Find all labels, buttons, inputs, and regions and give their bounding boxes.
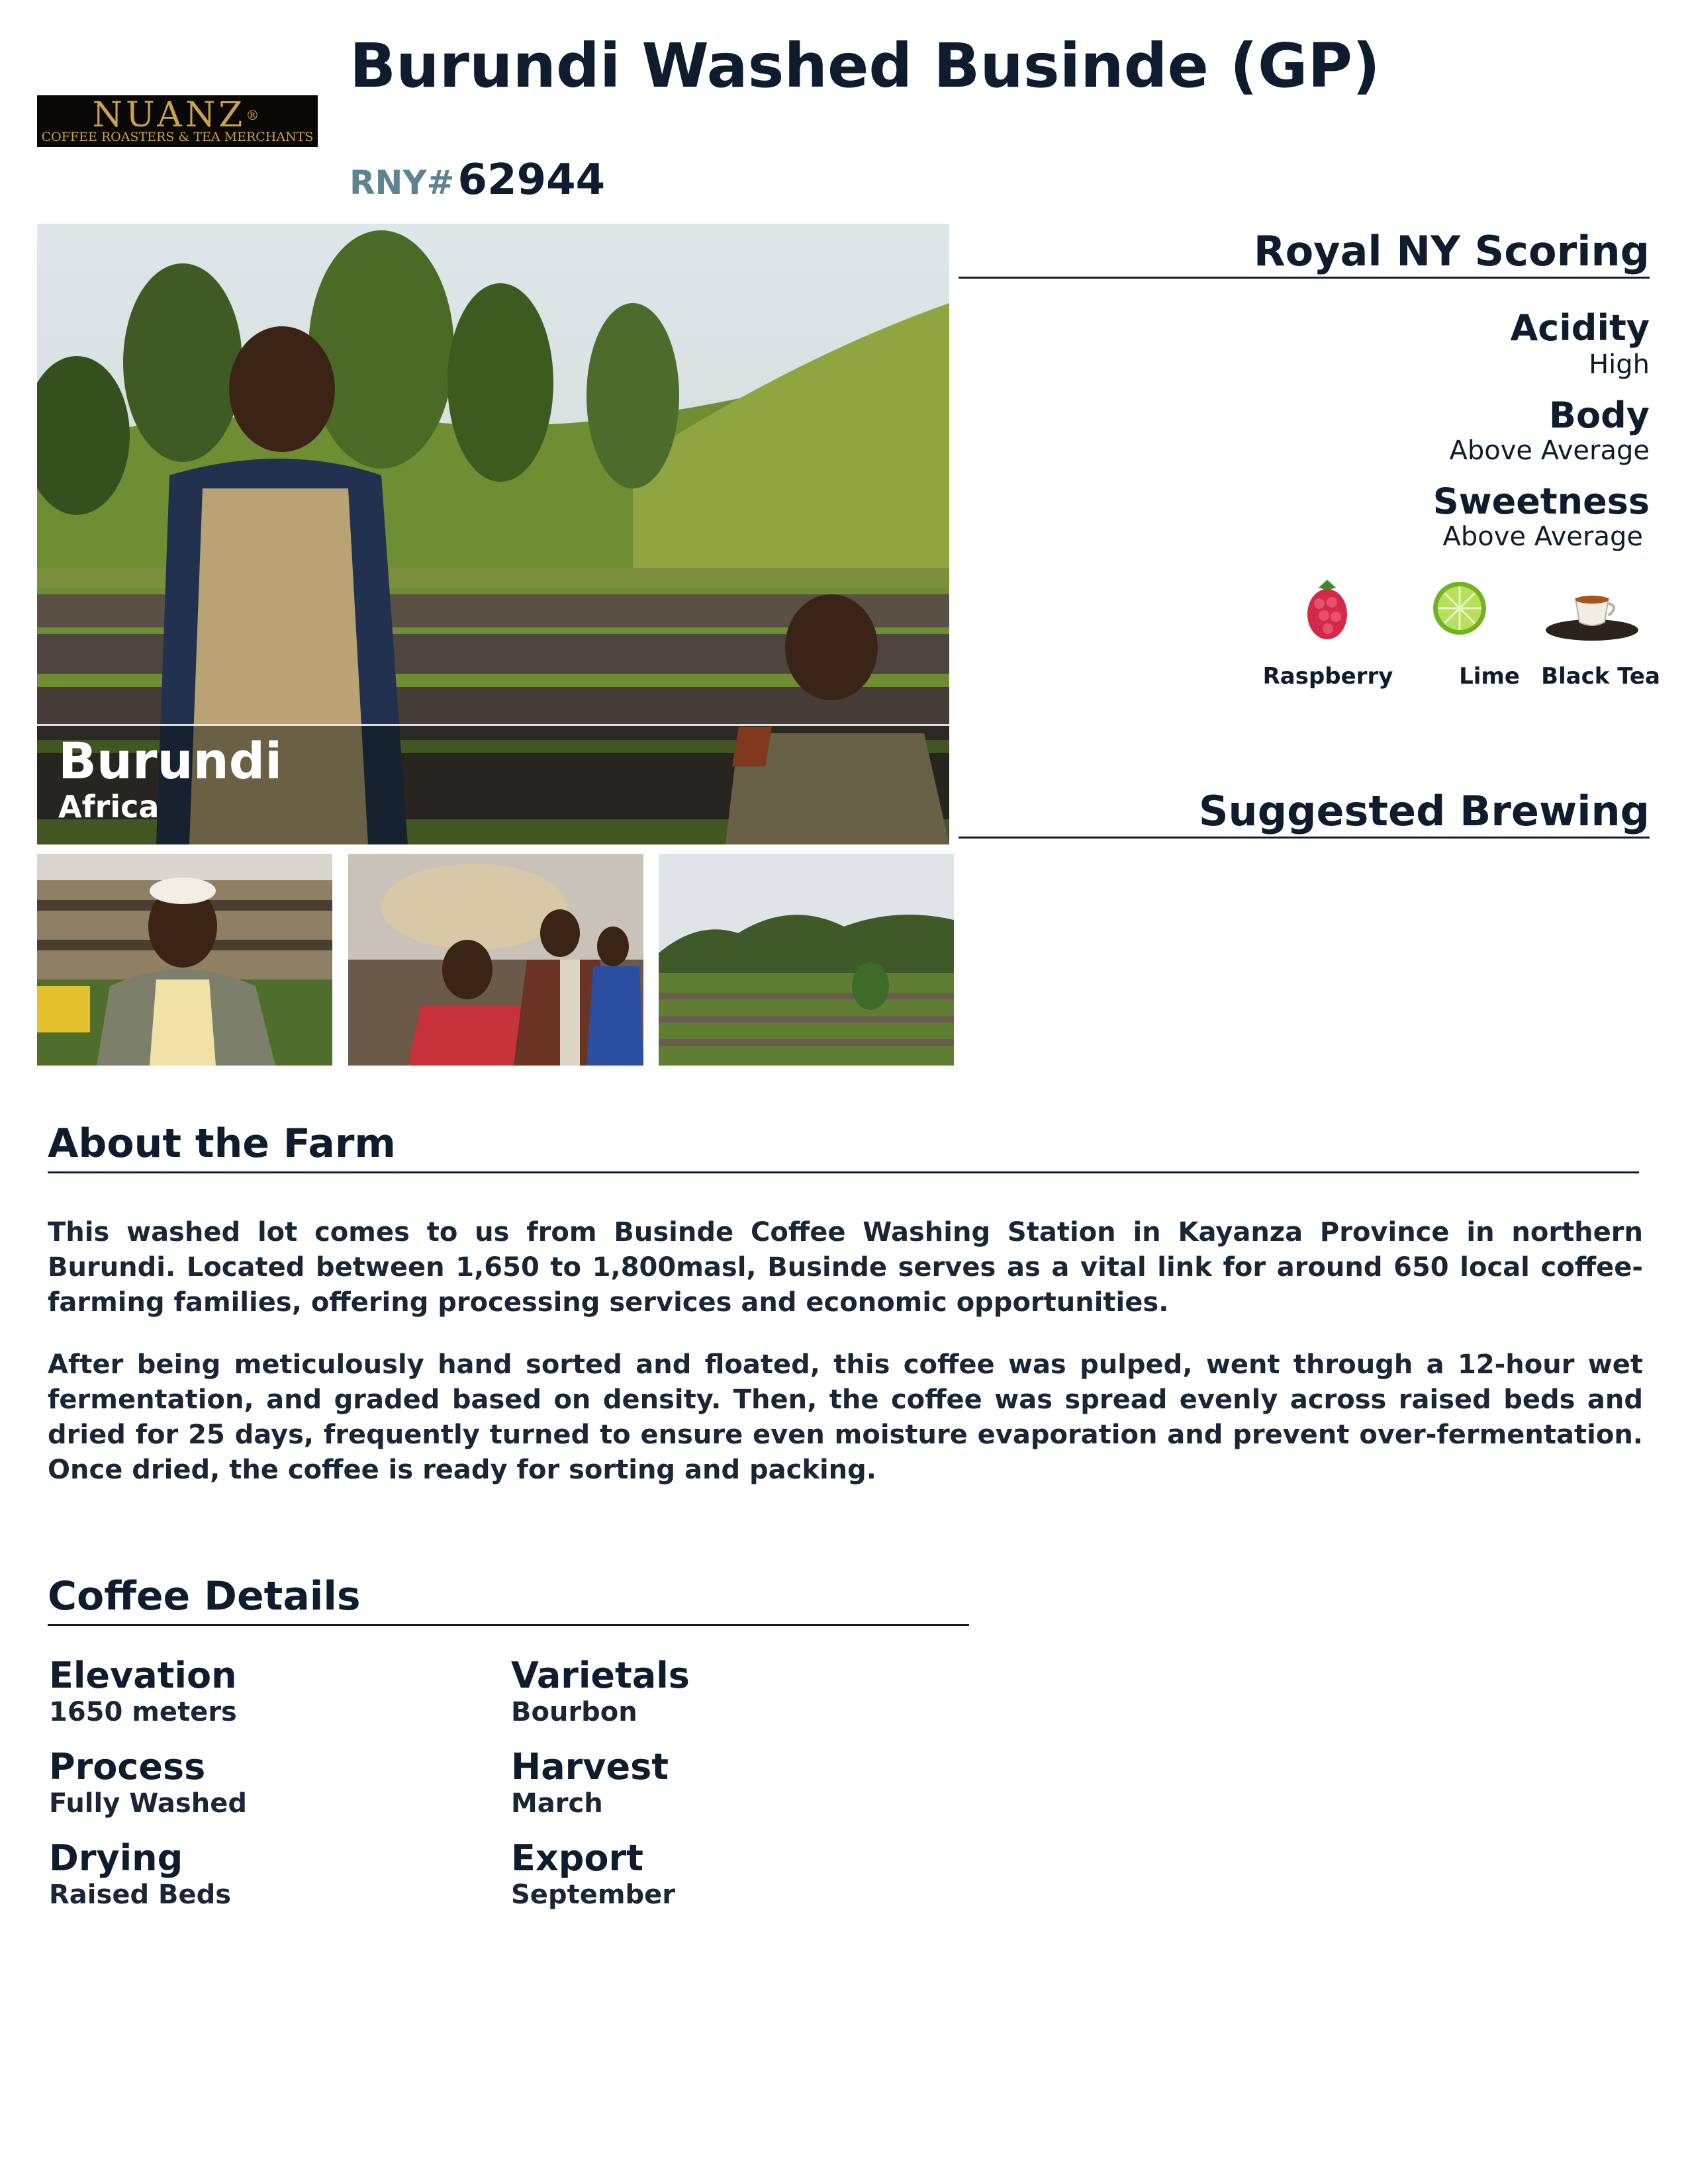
brewing-rule [959,837,1650,839]
region-continent: Africa [58,789,160,825]
body-value: Above Average [1449,435,1650,466]
logo-brand: NUANZ [92,95,246,135]
rny-label: RNY# [350,163,455,202]
elevation-label: Elevation [49,1655,237,1696]
farm-title: About the Farm [48,1120,396,1167]
region-overlay [37,724,949,844]
scoring-rule [959,277,1650,279]
carrying-sack-photo [348,854,643,1066]
scoring-title: Royal NY Scoring [1253,227,1650,275]
drying-beds-landscape-photo [659,854,954,1066]
flavor-raspberry-label: Raspberry [1262,663,1393,690]
process-label: Process [49,1746,206,1788]
drying-value: Raised Beds [49,1880,232,1910]
nuanz-logo [37,95,318,147]
farmer-photo [37,854,332,1066]
elevation-value: 1650 meters [49,1697,237,1727]
brewing-title: Suggested Brewing [1198,787,1650,835]
acidity-value: High [1589,349,1650,380]
flavor-lime-label: Lime [1459,663,1520,690]
sweetness-value: Above Average [1442,522,1643,552]
details-title: Coffee Details [48,1573,361,1619]
harvest-label: Harvest [511,1746,669,1788]
main-photo [37,224,949,844]
region-name: Burundi [58,731,283,790]
acidity-label: Acidity [1510,307,1650,349]
export-label: Export [511,1837,643,1879]
farm-paragraph-1: This washed lot comes to us from Businde Coffee Washing Station in Kayanza Province in northern Burundi. Located between 1,650 to 1,800masl, Businde serves as a vital link for around 650 local coffee-farming families, offering processing services and economic opportunities. [48,1217,1643,1318]
harvest-value: March [511,1788,603,1819]
process-value: Fully Washed [49,1788,247,1819]
farm-rule [48,1171,1639,1173]
export-value: September [511,1880,675,1910]
farm-paragraph-2: After being meticulously hand sorted and floated, this coffee was pulped, went through a 12-hour wet fermentation, and graded based on density. Then, the coffee was spread evenly across raised beds and dried for 25 days, frequently turned to ensure even moisture evaporation and prevent over-fermentation. Once dried, the coffee is ready for sorting and packing. [48,1349,1643,1485]
varietals-label: Varietals [511,1655,690,1696]
drying-label: Drying [49,1837,183,1879]
logo-mark: ® [246,107,263,123]
details-rule [48,1624,969,1626]
sweetness-label: Sweetness [1432,480,1650,522]
lime-icon [1430,578,1489,638]
thumbnail-carrying-sack-photo [348,854,643,1066]
black-tea-icon [1542,578,1642,642]
varietals-value: Bourbon [511,1697,637,1727]
thumbnail-drying-beds-photo [659,854,954,1066]
flavor-black-tea-label: Black Tea [1541,663,1660,690]
raspberry-icon [1297,576,1357,642]
body-label: Body [1548,394,1650,436]
thumbnail-farmer-photo [37,854,332,1066]
page-title: Burundi Washed Businde (GP) [350,30,1380,101]
logo-tagline: COFFEE ROASTERS & TEA MERCHANTS [41,130,314,144]
rny-line [350,154,605,217]
rny-number: 62944 [457,156,606,205]
